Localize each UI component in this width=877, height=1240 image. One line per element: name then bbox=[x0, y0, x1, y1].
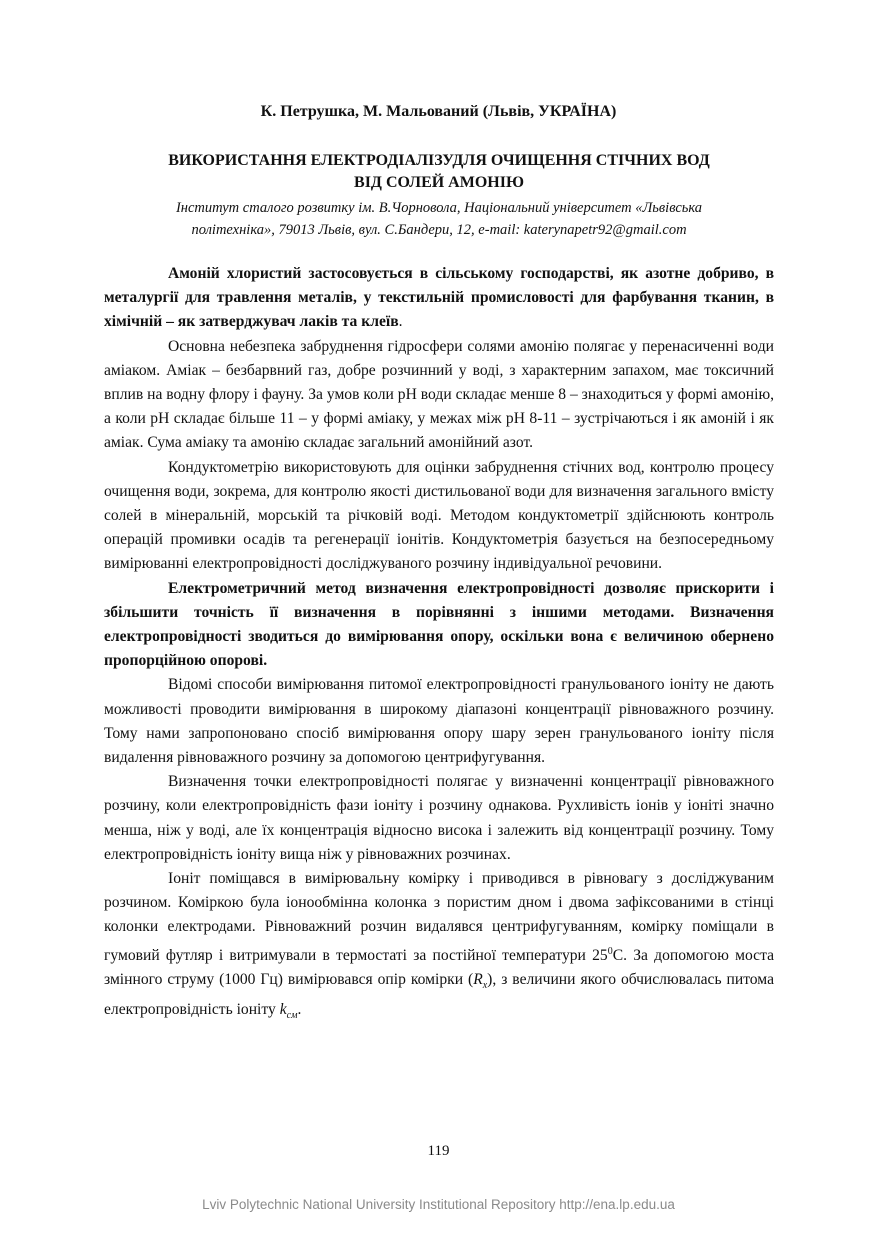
paragraph-1-bold: Амоній хлористий застосовується в сільському господарстві, як азотне добриво, в металургії для травлення металів, у текстильній промисловості для фарбування тканин, в хімічній – як затверджувач лаків та клеїв bbox=[104, 265, 774, 331]
repository-footer: Lviv Polytechnic National University Institutional Repository http://ena.lp.edu.ua bbox=[202, 1197, 675, 1212]
conductivity-symbol: k bbox=[279, 1001, 287, 1019]
paragraph-7-part-a: Іоніт поміщався в вимірювальну комірку і приводився в рівновагу з досліджуваним розчином. Коміркою була іонообмінна колонка з пористим дном і двома зафіксованими в стінці колонки електродами. Рівноважний розчин видалявся центрифугуванням, комірку поміщали в гумовий футляр і витримували в термостаті за постійної температури 25 bbox=[104, 870, 774, 964]
title-line-1: ВИКОРИСТАННЯ ЕЛЕКТРОДІАЛІЗУДЛЯ ОЧИЩЕННЯ СТІЧНИХ ВОД bbox=[168, 152, 710, 169]
degree-superscript: 0 bbox=[607, 945, 613, 957]
paragraph-7-end: . bbox=[297, 1001, 302, 1019]
paragraph-7 bbox=[104, 867, 774, 1029]
affiliation bbox=[104, 197, 774, 241]
affiliation-line-2: політехніка», 79013 Львів, вул. С.Бандери, 12, e-mail: katerynapetr92@gmail.com bbox=[191, 222, 687, 238]
paragraph-7-part-b: С. За допомогою моста змінного струму (1000 Гц) вимірювався опір комірки ( bbox=[104, 946, 774, 989]
paper-title bbox=[104, 150, 774, 194]
paragraph-2: Основна небезпека забруднення гідросфери солями амонію полягає у перенасиченні води аміаком. Аміак – безбарвний газ, добре розчинний у воді, з характерним запахом, має токсичний вплив на водну флору і фауну. За умов коли pH води складає менше 8 – знаходиться у формі амонію, а коли pH складає більше 11 – у формі аміаку, у межах між pH 8-11 – зустрічаються і як амоній і як аміак. Сума аміаку та амонію складає загальний амонійний азот. bbox=[104, 337, 774, 452]
title-line-2: ВІД СОЛЕЙ АМОНІЮ bbox=[354, 174, 524, 191]
paragraph-6: Визначення точки електропровідності полягає у визначенні концентрації рівноважного розчину, коли електропровідність фази іоніту і розчину однакова. Рухливість іонів у іоніті значно менша, ніж у воді, але їх концентрація відносно висока і залежить від концентрації розчину. Тому електропровідність іоніту вища ніж у рівноважних розчинах. bbox=[104, 773, 774, 863]
paragraph-5: Відомі способи вимірювання питомої електропровідності гранульованого іоніту не дають можливості проводити вимірювання в широкому діапазоні концентрації рівноважного розчину. Тому нами запропоновано спосіб вимірювання опору шару зерен гранульованого іоніту після видалення рівноважного розчину за допомогою центрифугування. bbox=[104, 676, 774, 767]
resistance-subscript-text: x bbox=[482, 980, 488, 992]
paragraph-4: Електрометричний метод визначення електропровідності дозволяє прискорити і збільшити точність її визначення в порівнянні з іншими методами. Визначення електропровідності зводиться до вимірювання опору, оскільки вона є величиною обернено пропорційною опорові. bbox=[104, 579, 774, 670]
resistance-symbol: R bbox=[473, 971, 483, 989]
affiliation-line-1: Інститут сталого розвитку ім. В.Чорновола, Національний університет «Львівська bbox=[175, 200, 703, 216]
conductivity-subscript-text: см bbox=[286, 1010, 298, 1022]
conductivity-subscript bbox=[287, 1011, 298, 1022]
paragraph-3: Кондуктометрію використовують для оцінки забруднення стічних вод, контролю процесу очищення води, зокрема, для контролю якості дистильованої води для визначення загального вмісту солей в мінеральній, морській та річковій воді. Методом кондуктометрії здійснюють контроль операцій промивки осадів та регенерації іонітів. Кондуктометрія базується на безпосередньому вимірюванні електропровідності досліджуваного розчину індивідуальної речовини. bbox=[104, 458, 774, 573]
page-number: 119 bbox=[427, 1143, 450, 1159]
paragraph-1 bbox=[104, 262, 774, 335]
authors: К. Петрушка, М. Мальований (Львів, УКРАЇНА) bbox=[260, 103, 617, 120]
body-text bbox=[104, 262, 774, 1029]
paragraph-1-end: . bbox=[398, 313, 403, 331]
paragraph-7-part-c: ), з величини якого обчислювалась питома електропровідність іоніту bbox=[104, 971, 774, 1019]
